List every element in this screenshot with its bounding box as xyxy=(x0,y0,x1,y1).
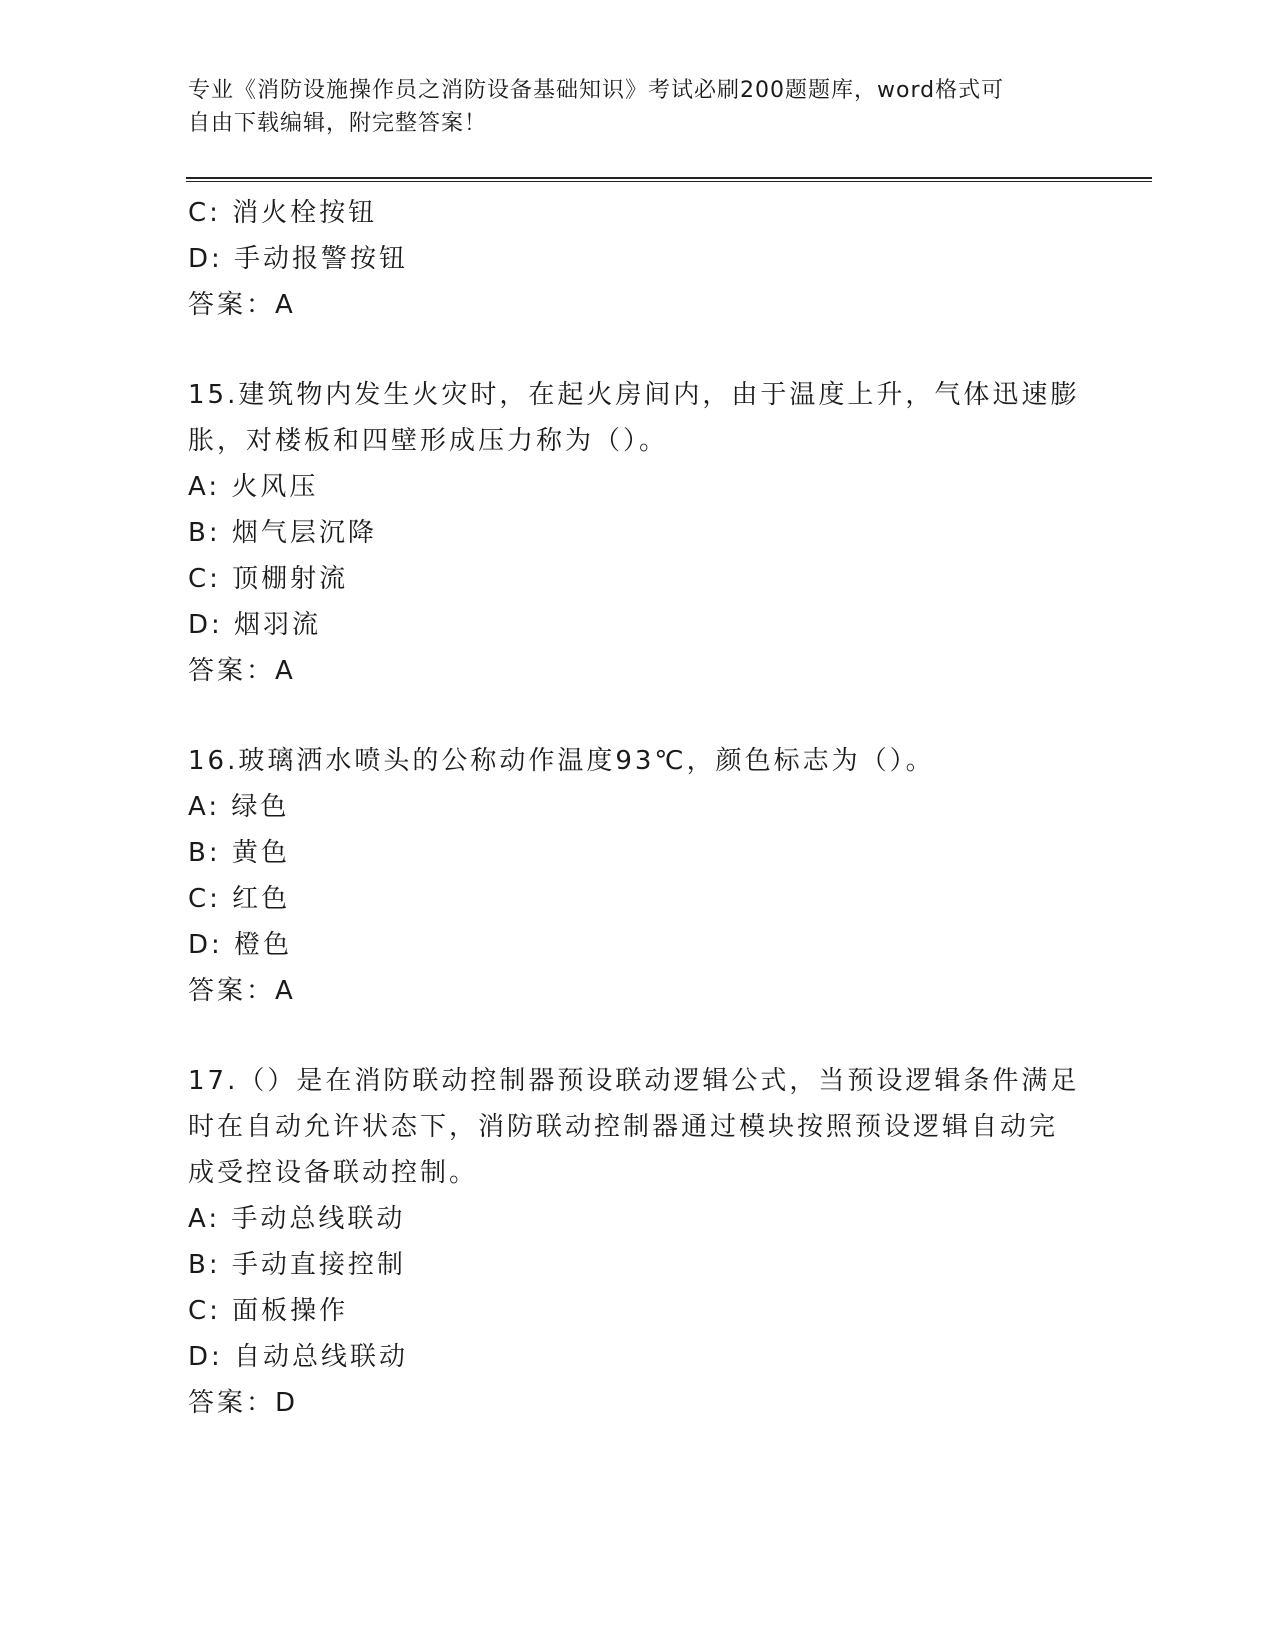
question-15 xyxy=(188,372,1108,694)
question-stem: 16.玻璃洒水喷头的公称动作温度93℃，颜色标志为（）。 xyxy=(188,746,935,776)
option-a: A: 手动总线联动 xyxy=(188,1204,406,1234)
question-stem: 15.建筑物内发生火灾时，在起火房间内，由于温度上升，气体迅速膨 xyxy=(188,380,1080,410)
option-c: C: 消火栓按钮 xyxy=(188,198,378,228)
answer: 答案：A xyxy=(188,290,296,320)
header-title-line-2: 自由下载编辑，附完整答案！ xyxy=(188,111,488,136)
option-c: C: 顶棚射流 xyxy=(188,564,349,594)
option-b: B: 手动直接控制 xyxy=(188,1250,406,1280)
answer: 答案：A xyxy=(188,976,296,1006)
option-d: D: 手动报警按钮 xyxy=(188,244,409,274)
option-b: B: 黄色 xyxy=(188,838,290,868)
header-divider xyxy=(186,177,1152,182)
question-stem: 成受控设备联动控制。 xyxy=(188,1158,479,1188)
question-stem: 17.（）是在消防联动控制器预设联动逻辑公式，当预设逻辑条件满足 xyxy=(188,1066,1080,1096)
header-title-line-1: 专业《消防设施操作员之消防设备基础知识》考试必刷200题题库，word格式可 xyxy=(188,78,1005,103)
option-a: A: 绿色 xyxy=(188,792,290,822)
question-16 xyxy=(188,738,1108,1014)
question-list xyxy=(188,190,1108,1470)
question-stem: 胀，对楼板和四壁形成压力称为（）。 xyxy=(188,426,669,456)
option-c: C: 面板操作 xyxy=(188,1296,349,1326)
option-d: D: 烟羽流 xyxy=(188,610,322,640)
option-c: C: 红色 xyxy=(188,884,291,914)
page-header xyxy=(188,74,1088,140)
option-b: B: 烟气层沉降 xyxy=(188,518,377,548)
question-17 xyxy=(188,1058,1108,1426)
option-d: D: 自动总线联动 xyxy=(188,1342,409,1372)
option-a: A: 火风压 xyxy=(188,472,319,502)
option-d: D: 橙色 xyxy=(188,930,293,960)
answer: 答案：A xyxy=(188,656,296,686)
answer: 答案：D xyxy=(188,1388,299,1418)
carryover-question xyxy=(188,190,1108,328)
question-stem: 时在自动允许状态下，消防联动控制器通过模块按照预设逻辑自动完 xyxy=(188,1112,1059,1142)
